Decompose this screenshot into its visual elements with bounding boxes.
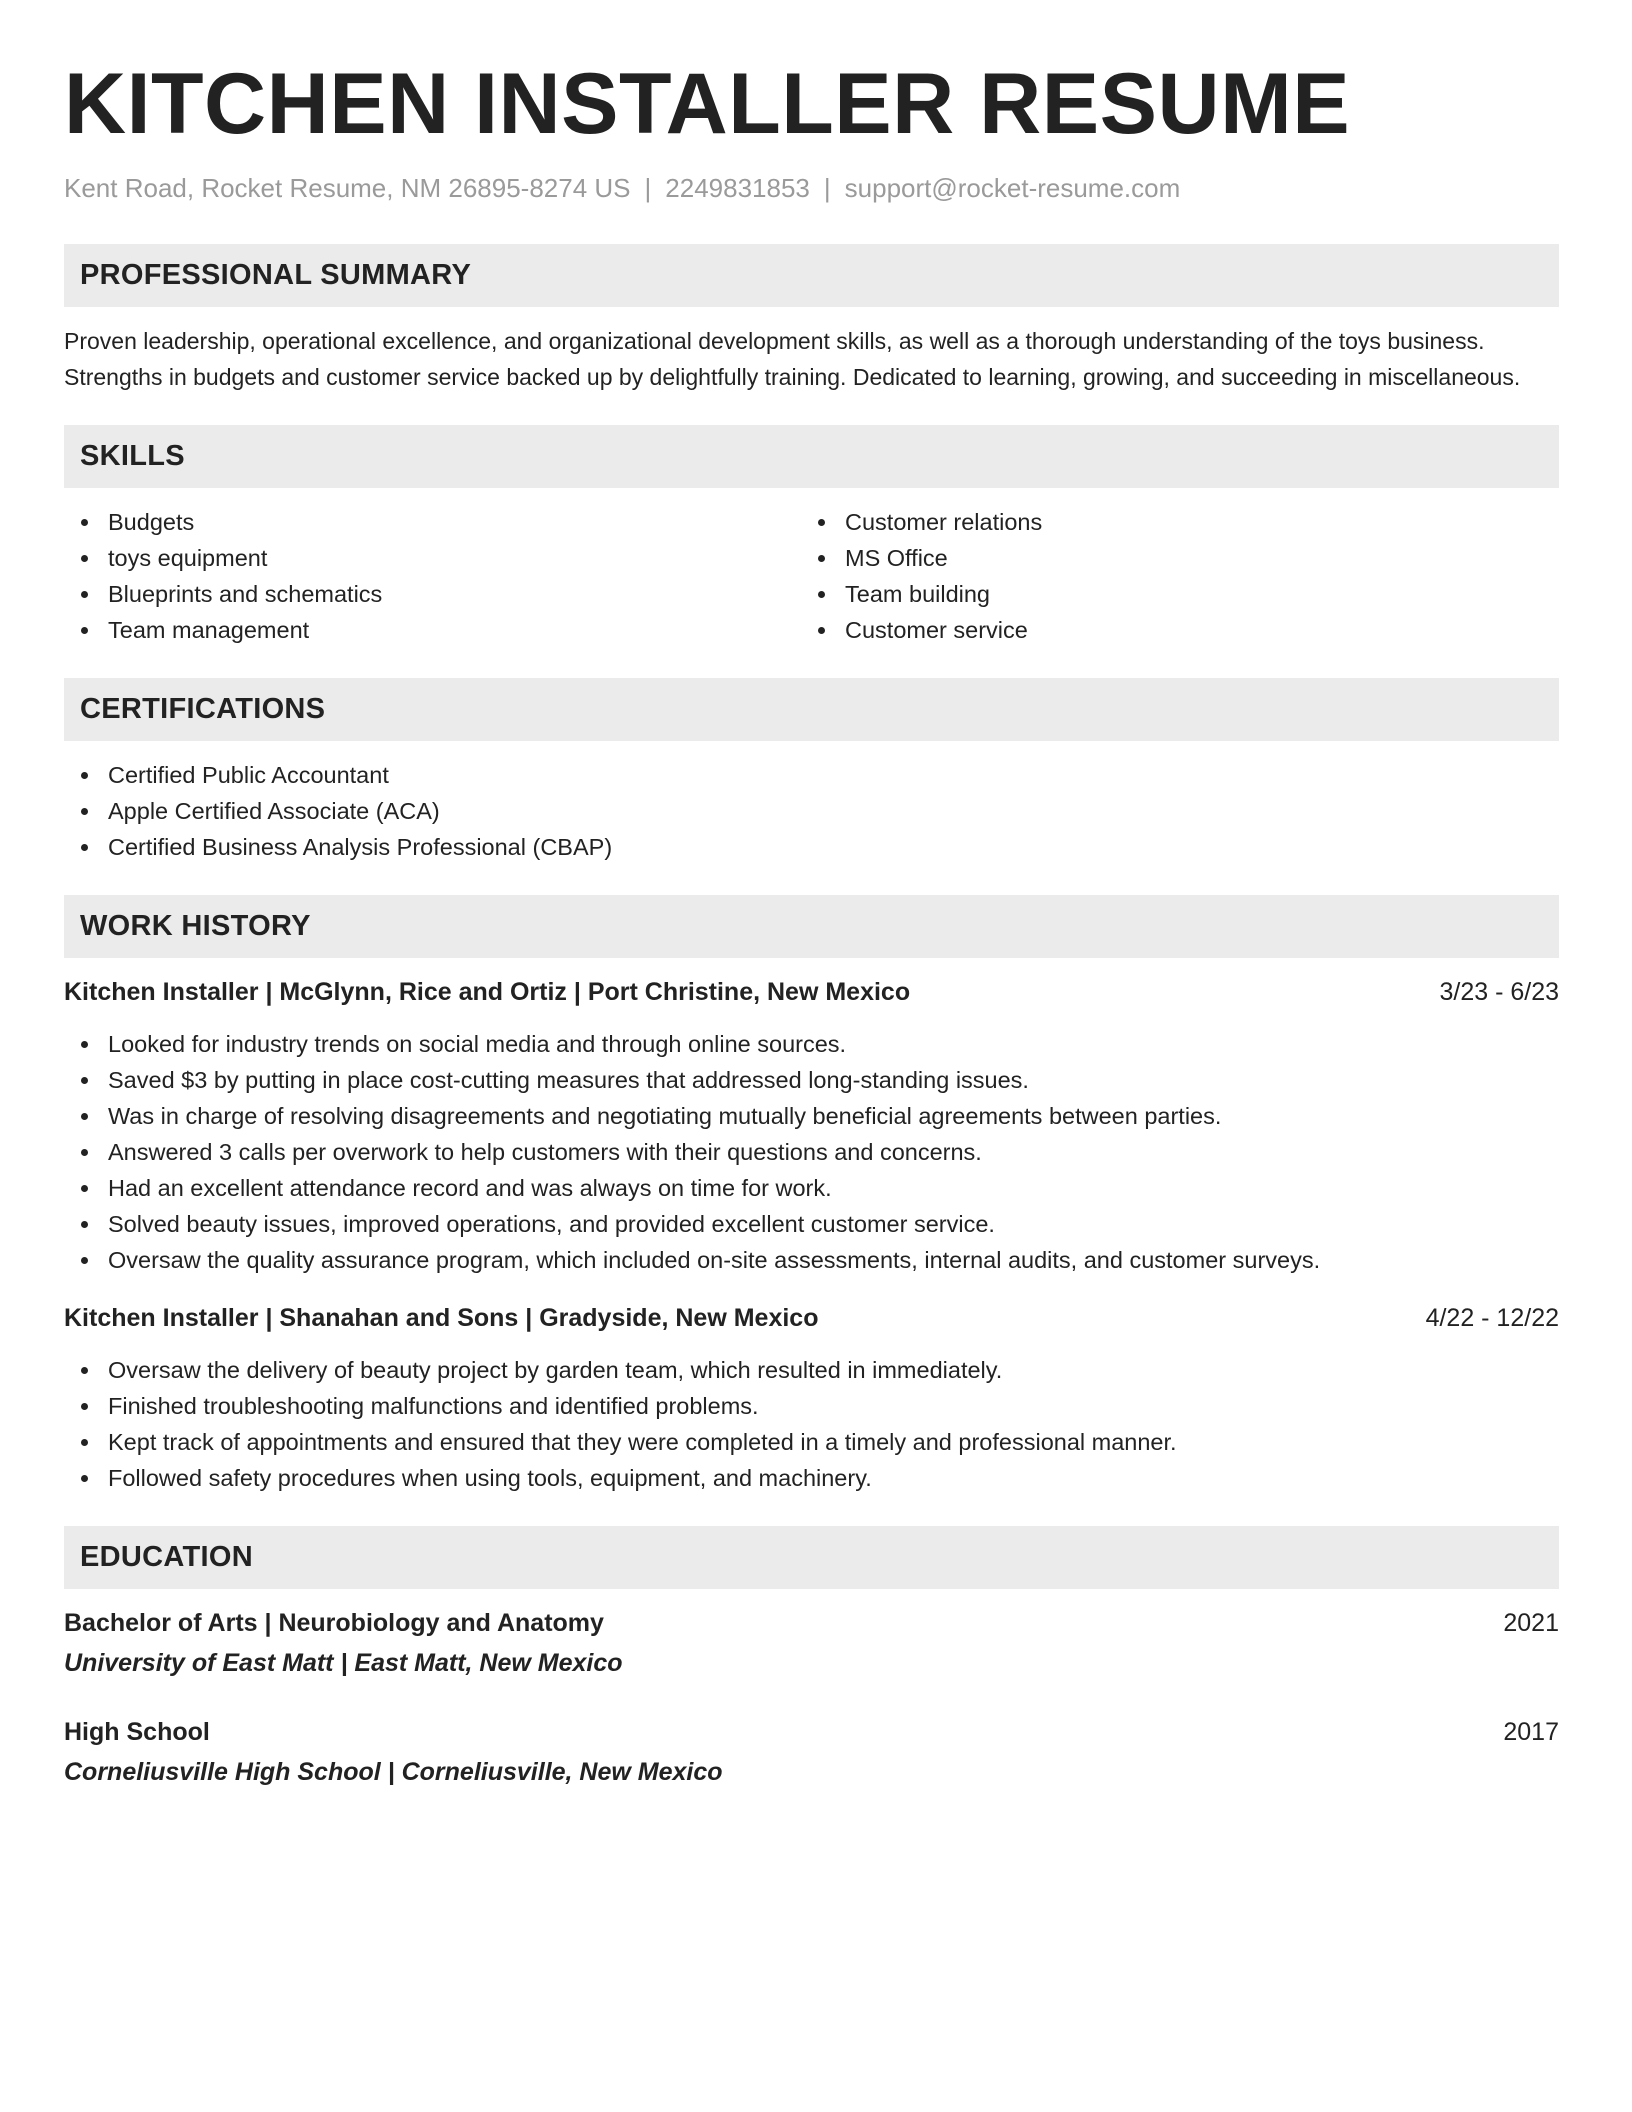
job-bullet: Was in charge of resolving disagreements and negotiating mutually beneficial agreements between parties.	[64, 1098, 1559, 1134]
skill-item: Budgets	[64, 504, 801, 540]
education-degree: High School	[64, 1718, 210, 1746]
skill-item: toys equipment	[64, 540, 801, 576]
summary-section	[64, 244, 1559, 395]
job-title: Kitchen Installer | McGlynn, Rice and Ortiz | Port Christine, New Mexico	[64, 978, 911, 1006]
skill-item: Customer service	[801, 612, 1538, 648]
certifications-heading: CERTIFICATIONS	[64, 678, 1559, 741]
contact-phone: 2249831853	[665, 173, 810, 203]
education-school: Corneliusville High School | Corneliusville, New Mexico	[64, 1758, 723, 1786]
skills-grid	[64, 504, 1559, 648]
job-title: Kitchen Installer | Shanahan and Sons | Gradyside, New Mexico	[64, 1304, 819, 1332]
job-bullet: Finished troubleshooting malfunctions and identified problems.	[64, 1388, 1559, 1424]
skills-section	[64, 425, 1559, 648]
contact-address: Kent Road, Rocket Resume, NM 26895-8274 US	[64, 173, 631, 203]
education-school: University of East Matt | East Matt, New Mexico	[64, 1649, 623, 1677]
job-header	[64, 1300, 1559, 1336]
summary-heading: PROFESSIONAL SUMMARY	[64, 244, 1559, 307]
job-dates: 4/22 - 12/22	[1425, 1304, 1559, 1332]
work-history-heading: WORK HISTORY	[64, 895, 1559, 958]
job-entry	[64, 974, 1559, 1278]
job-bullet: Had an excellent attendance record and was always on time for work.	[64, 1170, 1559, 1206]
skill-item: Team building	[801, 576, 1538, 612]
resume-title: KITCHEN INSTALLER RESUME	[64, 56, 1351, 152]
job-bullet: Oversaw the quality assurance program, which included on-site assessments, internal audits, and customer surveys.	[64, 1242, 1559, 1278]
education-heading: EDUCATION	[64, 1526, 1559, 1589]
skill-item: Customer relations	[801, 504, 1538, 540]
contact-separator: |	[823, 173, 831, 203]
skills-heading: SKILLS	[64, 425, 1559, 488]
summary-text: Proven leadership, operational excellence, and organizational development skills, as well as a thorough understanding of the toys business. Strengths in budgets and customer service backed up by delightfully training. Dedicated to learning, growing, and succeeding in miscellaneous.	[64, 328, 1521, 390]
certification-item: Certified Business Analysis Professional (CBAP)	[64, 829, 1559, 865]
job-bullet: Solved beauty issues, improved operations, and provided excellent customer service.	[64, 1206, 1559, 1242]
skill-item: MS Office	[801, 540, 1538, 576]
education-header	[64, 1605, 1559, 1641]
education-entry	[64, 1714, 1559, 1790]
resume-page	[64, 0, 1559, 1790]
contact-email: support@rocket-resume.com	[844, 173, 1181, 203]
contact-line	[64, 172, 1559, 204]
education-year: 2017	[1503, 1718, 1559, 1746]
job-bullet: Answered 3 calls per overwork to help customers with their questions and concerns.	[64, 1134, 1559, 1170]
work-history-section	[64, 895, 1559, 1496]
job-bullet: Kept track of appointments and ensured that they were completed in a timely and professional manner.	[64, 1424, 1559, 1460]
skills-list-left	[64, 504, 801, 648]
job-entry	[64, 1300, 1559, 1496]
job-bullet: Saved $3 by putting in place cost-cutting measures that addressed long-standing issues.	[64, 1062, 1559, 1098]
skill-item: Blueprints and schematics	[64, 576, 801, 612]
job-bullets	[64, 1352, 1559, 1496]
education-entry	[64, 1605, 1559, 1681]
job-dates: 3/23 - 6/23	[1439, 978, 1559, 1006]
skill-item: Team management	[64, 612, 801, 648]
certifications-section	[64, 678, 1559, 865]
education-year: 2021	[1503, 1609, 1559, 1637]
job-bullet: Followed safety procedures when using tools, equipment, and machinery.	[64, 1460, 1559, 1496]
skills-list-right	[801, 504, 1538, 648]
certifications-list	[64, 757, 1559, 865]
education-header	[64, 1714, 1559, 1750]
certification-item: Apple Certified Associate (ACA)	[64, 793, 1559, 829]
job-bullet: Oversaw the delivery of beauty project by garden team, which resulted in immediately.	[64, 1352, 1559, 1388]
job-bullet: Looked for industry trends on social media and through online sources.	[64, 1026, 1559, 1062]
education-section	[64, 1526, 1559, 1790]
certification-item: Certified Public Accountant	[64, 757, 1559, 793]
contact-separator: |	[644, 173, 652, 203]
job-bullets	[64, 1026, 1559, 1278]
job-header	[64, 974, 1559, 1010]
education-degree: Bachelor of Arts | Neurobiology and Anatomy	[64, 1609, 604, 1637]
